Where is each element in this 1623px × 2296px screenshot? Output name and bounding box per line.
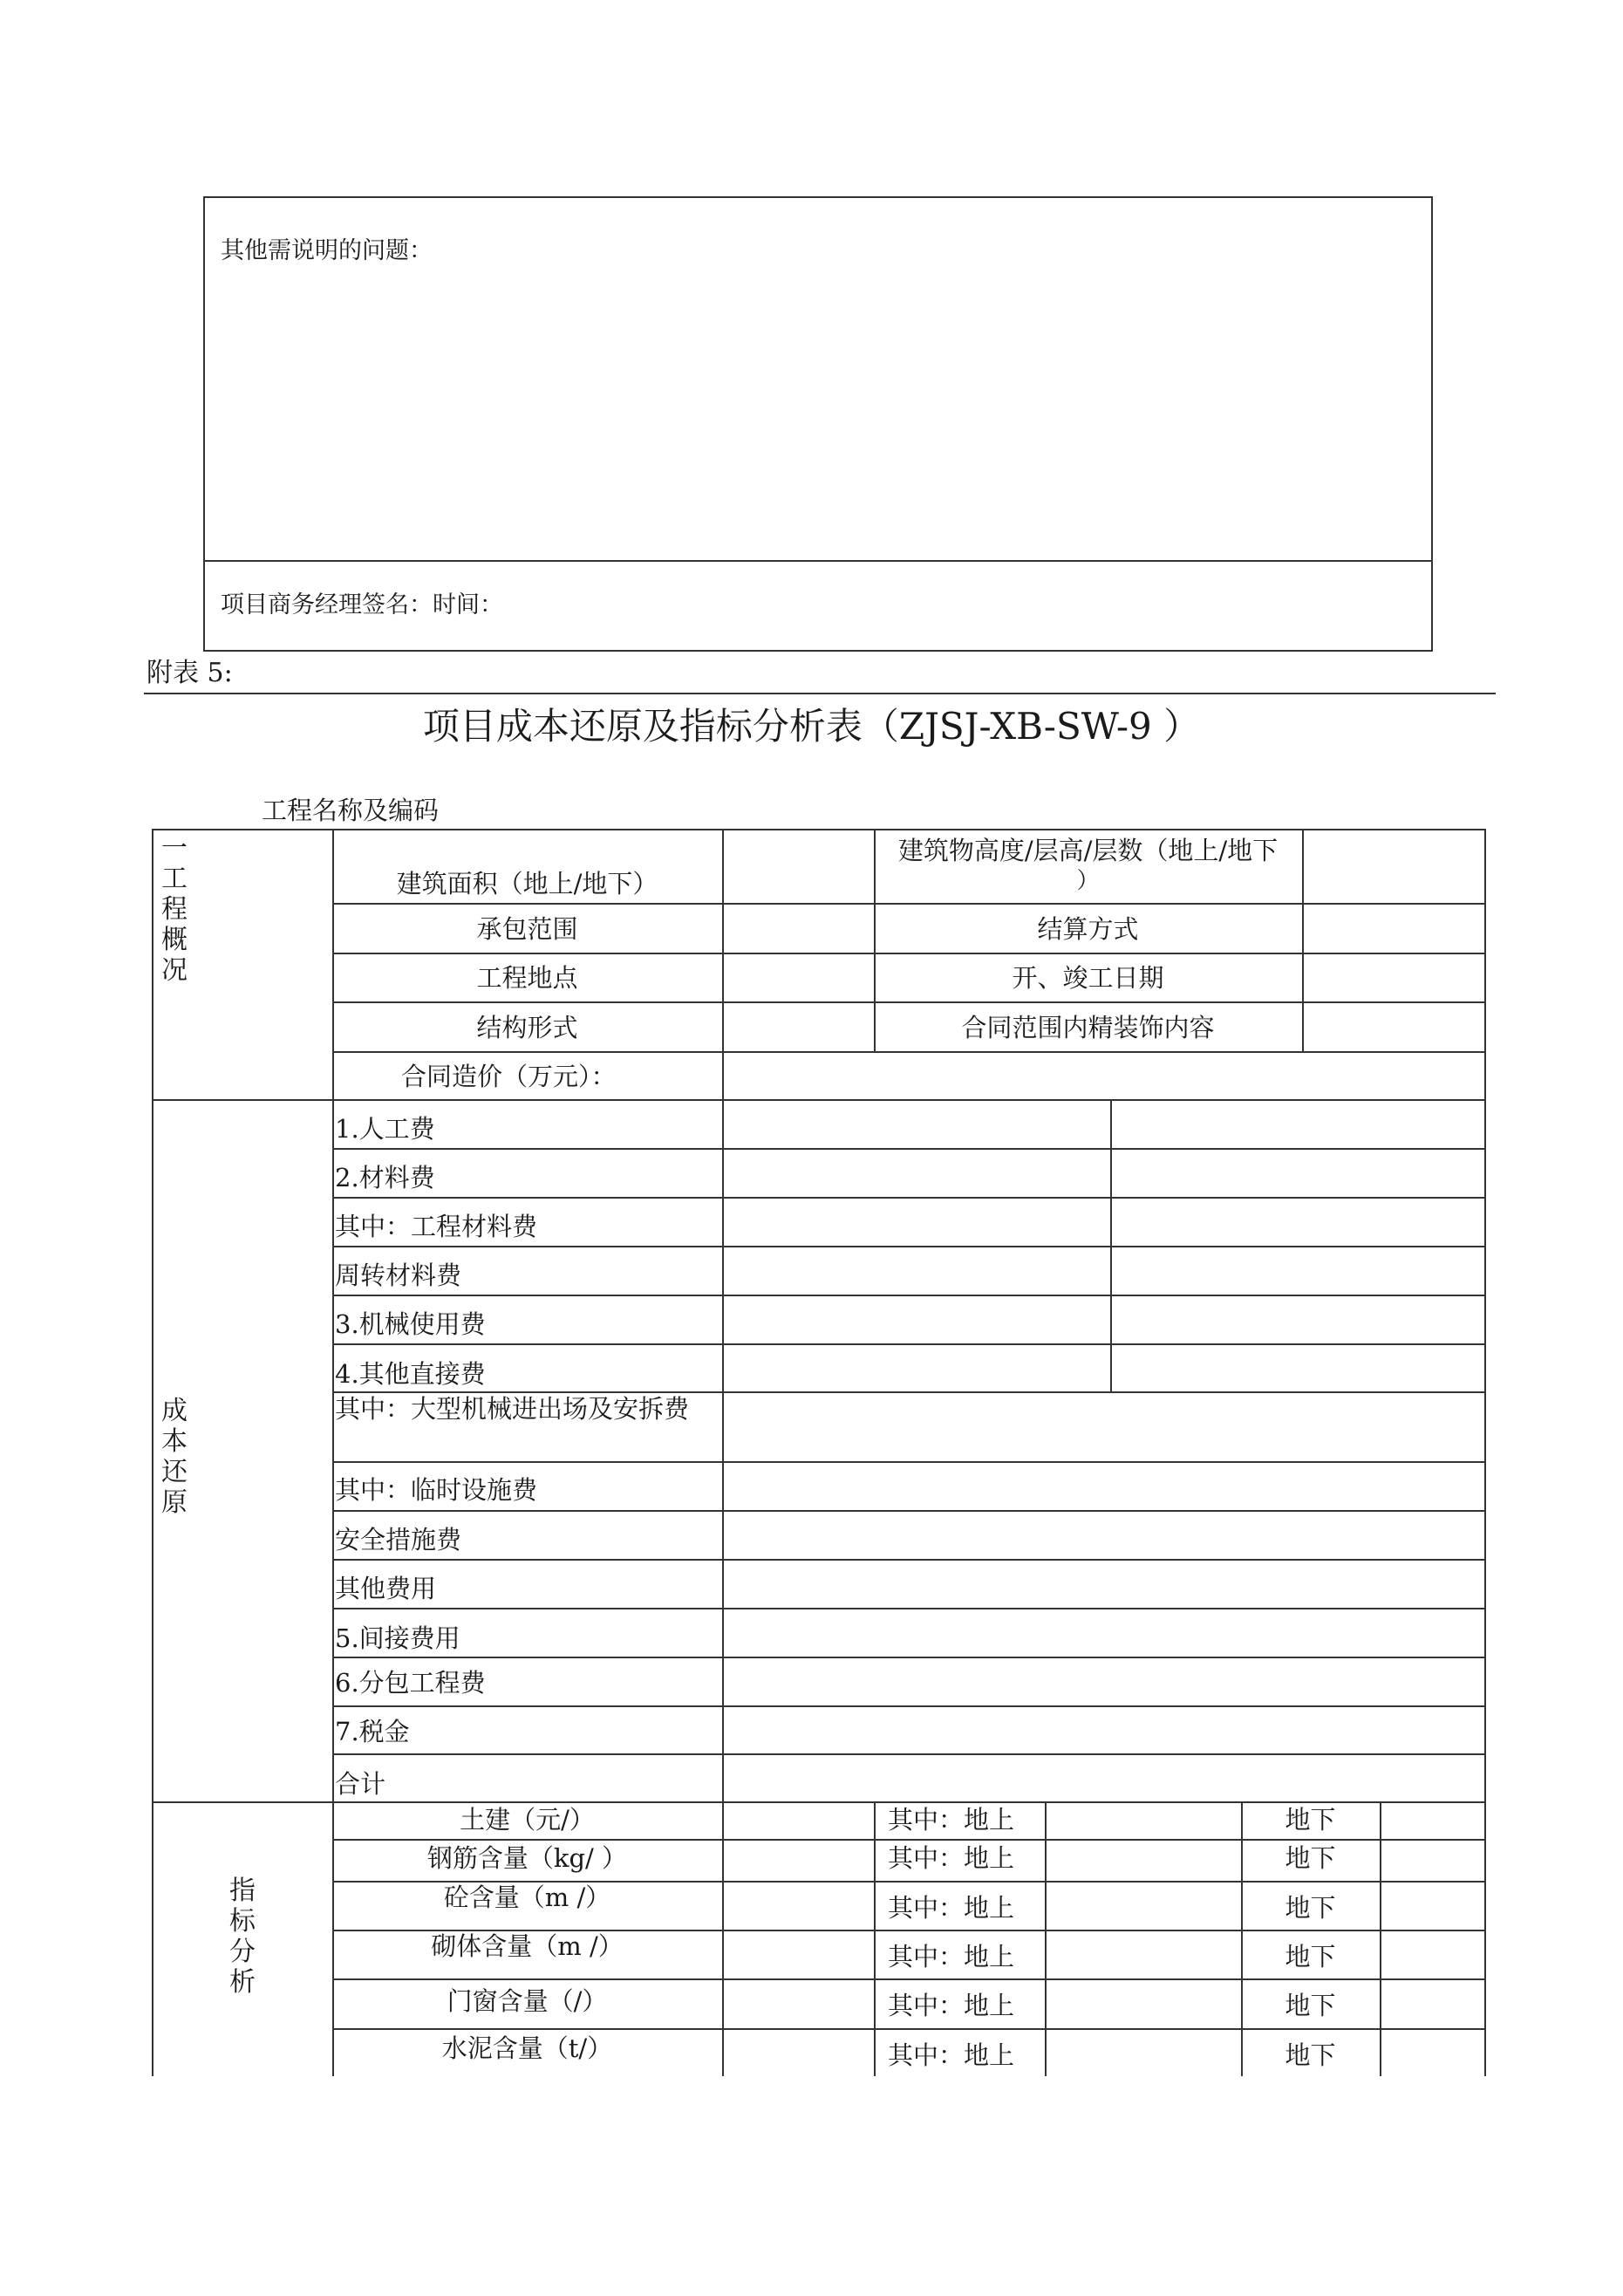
contract-scope-label: 承包范围 [476,914,578,944]
grid-line [332,1705,1484,1707]
grid-line [332,1978,1484,1980]
grid-line [332,2028,1484,2030]
grid-line [722,1051,724,1099]
index-above-ground: 其中：地上 [888,1942,1015,1971]
index-above-ground: 其中：地上 [888,1805,1015,1835]
cost-item-total: 合计 [335,1769,386,1799]
notes-label: 其他需说明的问题： [221,237,433,264]
index-below-ground: 地下 [1285,1805,1336,1835]
cost-item-labor: 1.人工费 [335,1114,435,1144]
grid-line [722,1099,724,1801]
cost-item-turnover-material: 周转材料费 [335,1261,462,1290]
grid-line [332,953,1484,954]
grid-line [332,1246,1484,1247]
building-height-label: 建筑物高度/层高/层数（地上/地下 [897,836,1279,865]
cost-item-temporary-facilities: 其中：临时设施费 [335,1475,538,1505]
grid-line [1045,1801,1047,2076]
section-divider [152,1801,1486,1803]
cost-item-other-expenses: 其他费用 [335,1574,437,1603]
section1-heading: 一工程概况 [161,833,188,986]
index-item-doors-windows: 门窗含量（/） [447,1986,608,2016]
grid-line [332,903,1484,905]
index-below-ground: 地下 [1285,1843,1336,1873]
grid-line [332,1461,1484,1463]
index-above-ground: 其中：地上 [888,2040,1015,2070]
grid-line [332,1197,1484,1199]
index-item-masonry: 砌体含量（m /） [431,1931,624,1961]
signature-label: 项目商务经理签名：时间： [221,591,503,618]
table-border [152,829,1486,830]
page-title: 项目成本还原及指标分析表（ZJSJ-XB-SW-9 ） [422,705,1201,748]
index-item-rebar: 钢筋含量（kg/ ） [426,1843,628,1873]
grid-line [332,1839,1484,1841]
grid-line [1380,1801,1381,2076]
grid-line [332,1148,1484,1150]
grid-line [332,1510,1484,1512]
index-item-cement: 水泥含量（t/） [441,2033,613,2063]
cost-item-material: 2.材料费 [335,1163,435,1192]
index-item-civil: 土建（元/） [460,1805,595,1835]
start-end-date-label: 开、竣工日期 [1012,963,1164,993]
grid-line [332,1657,1484,1658]
grid-line [874,1801,876,2076]
cost-item-indirect: 5.间接费用 [335,1623,460,1653]
structure-type-label: 结构形式 [476,1013,578,1042]
cost-item-subcontract: 6.分包工程费 [335,1668,486,1698]
appendix-label: 附表 5: [147,658,233,688]
index-below-ground: 地下 [1285,1942,1336,1971]
grid-line [332,1559,1484,1561]
cost-item-safety: 安全措施费 [335,1525,462,1555]
grid-line [332,1295,1484,1296]
fine-decoration-label: 合同范围内精装饰内容 [961,1013,1215,1042]
grid-line [332,1001,1484,1003]
index-above-ground: 其中：地上 [888,1991,1015,2020]
contract-price-label: 合同造价（万元）： [401,1062,617,1091]
grid-line [722,829,724,1051]
grid-line [722,1801,724,2076]
index-above-ground: 其中：地上 [888,1893,1015,1923]
table-border [152,829,153,2076]
index-item-concrete: 砼含量（m /） [443,1883,611,1912]
grid-line [332,1391,1484,1393]
cost-item-large-machinery: 其中：大型机械进出场及安拆费 [335,1394,690,1424]
grid-line [332,1608,1484,1609]
grid-line [332,1051,1484,1053]
project-name-label: 工程名称及编码 [262,796,440,825]
index-below-ground: 地下 [1285,2040,1336,2070]
grid-line [332,1753,1484,1755]
grid-line [332,1343,1484,1345]
cost-item-tax: 7.税金 [335,1717,410,1746]
grid-line [1302,829,1304,1051]
table-border [1484,829,1486,2076]
index-above-ground: 其中：地上 [888,1843,1015,1873]
project-location-label: 工程地点 [476,963,578,993]
building-area-label: 建筑面积（地上/地下） [396,869,658,899]
index-below-ground: 地下 [1285,1991,1336,2020]
building-height-label-cont: ） [1076,868,1100,894]
section3-heading: 指标分析 [229,1876,256,1998]
cost-item-other-direct: 4.其他直接费 [335,1359,486,1389]
section2-heading: 成本还原 [161,1396,188,1518]
settlement-method-label: 结算方式 [1037,914,1139,944]
cost-item-engineering-material: 其中：工程材料费 [335,1212,538,1241]
cost-item-machinery: 3.机械使用费 [335,1309,486,1339]
index-below-ground: 地下 [1285,1893,1336,1923]
section-divider [152,1099,1486,1101]
